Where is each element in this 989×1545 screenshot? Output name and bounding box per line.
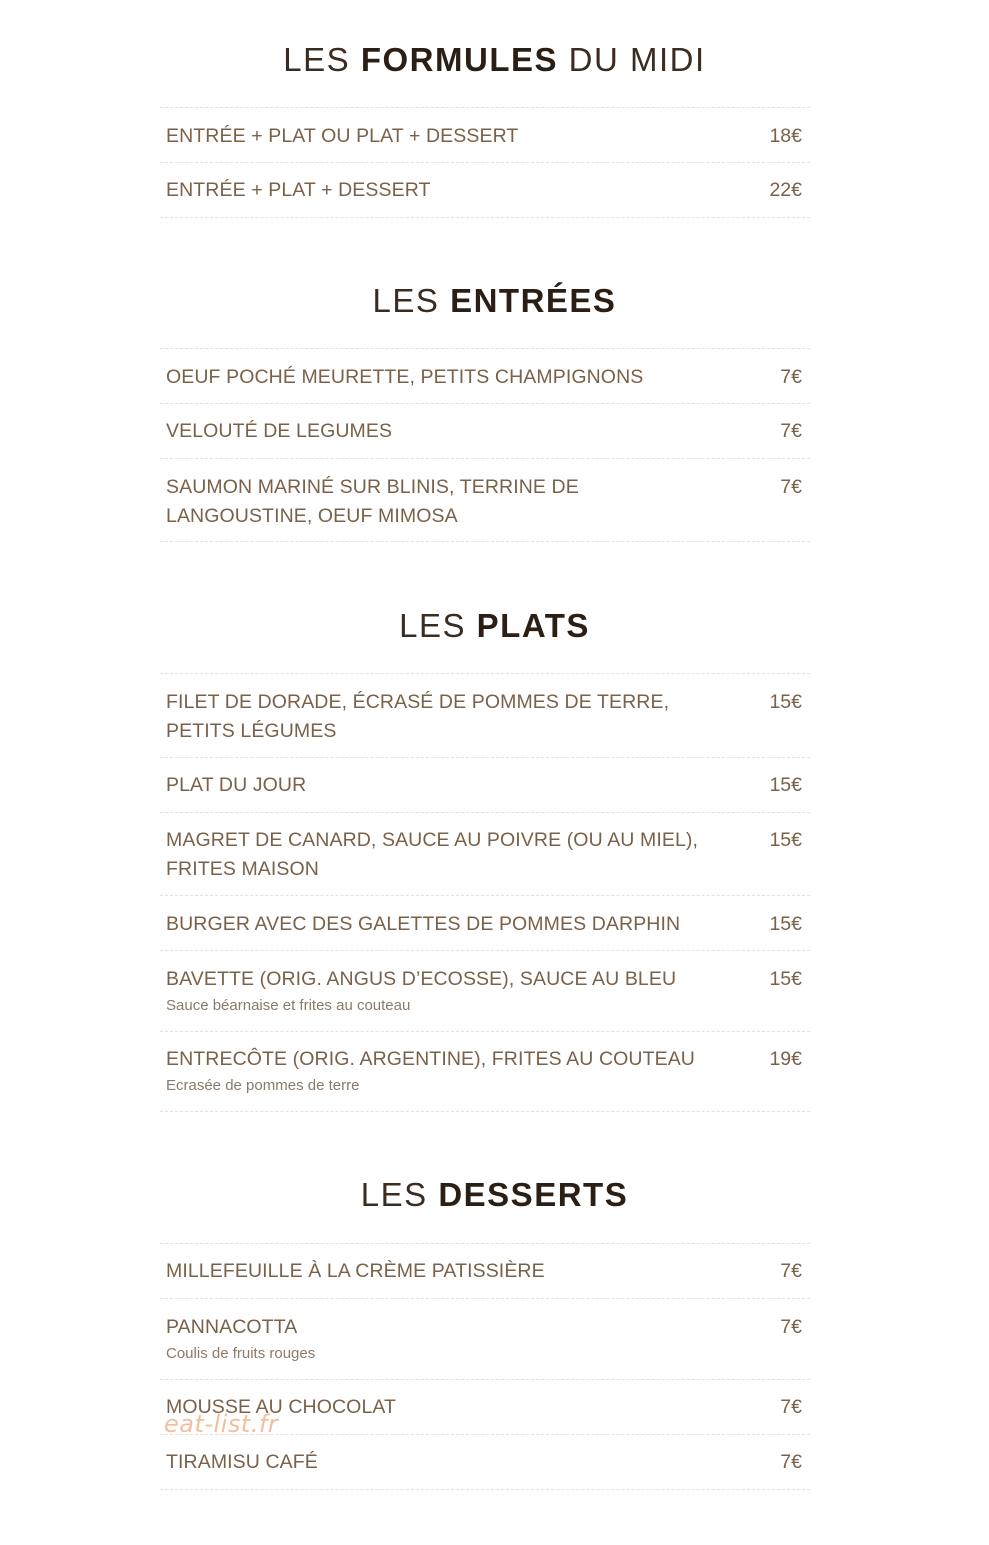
divider [160, 673, 810, 674]
divider [160, 950, 810, 951]
divider [160, 1379, 810, 1380]
divider [160, 1031, 810, 1032]
section-title-desserts: LES DESSERTS [360, 1176, 629, 1213]
divider [160, 757, 810, 758]
divider [160, 162, 810, 163]
divider [160, 541, 810, 542]
watermark: eat-list.fr [164, 1410, 279, 1438]
section-title-plats: LES PLATS [399, 607, 590, 644]
divider [160, 348, 810, 349]
section-title-formules: LES FORMULES DU MIDI [283, 41, 706, 78]
divider [160, 107, 810, 108]
divider [160, 812, 810, 813]
divider [160, 1111, 810, 1112]
divider [160, 1489, 810, 1490]
divider [160, 458, 810, 459]
divider [160, 403, 810, 404]
divider [160, 217, 810, 218]
divider [160, 1243, 810, 1244]
divider [160, 895, 810, 896]
divider [160, 1298, 810, 1299]
section-title-entrees: LES ENTRÉES [372, 282, 617, 319]
lunch-menu: LES FORMULES DU MIDI ENTRÉE + PLAT OU PLAT + DESSERT 18€ ENTRÉE + PLAT + DESSERT 22€ LES ENTRÉES OEUF POCHÉ MEURETTE, PETITS CHAMPIGNONS 7€ VELOUTÉ DE LEGUMES 7€ SAUMON MARINÉ SUR BLINIS, TERRINE DE LANGOUSTINE, OEUF MIMOSA 7€ LES PLATS FILET DE DORADE, ÉCRASÉ DE POMMES DE TERRE, PETITS LÉGUMES 15€ PLAT DU JOUR 15€ MAGRET DE CANARD, SAUCE AU POIVRE (OU AU MIEL), FRITES MAISON 15€ BURGER AVEC DES GALETTES DE POMMES DARPHIN 15€ BAVETTE (ORIG. ANGUS D’ECOSSE), SAUCE AU BLEU Sauce béarnaise et frites au couteau 15€ ENTRECÔTE (ORIG. ARGENTINE), FRITES AU COUTEAU Ecrasée de pommes de terre 19€ LES DESSERTS MILLEFEUILLE À LA CRÈME PATISSIÈRE 7€ PANNACOTTA Coulis de fruits rouges 7€ MOUSSE AU CHOCOLAT 7€ TIRAMISU CAFÉ 7€ eat-list.fr [0, 0, 989, 1545]
